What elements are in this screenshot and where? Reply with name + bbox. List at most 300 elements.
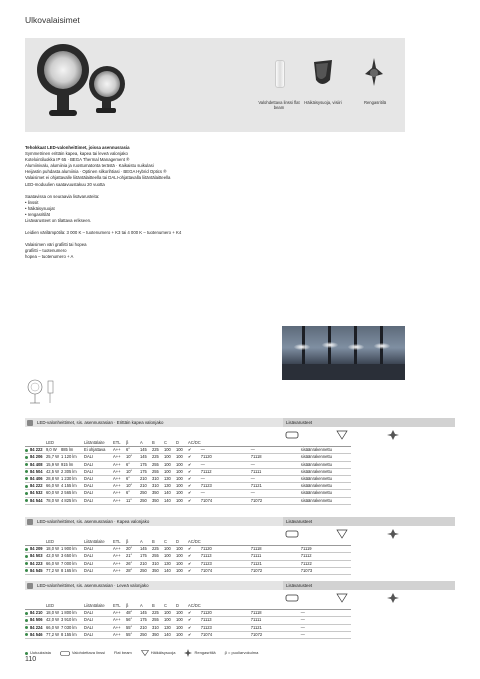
shield-icon	[141, 650, 149, 656]
table-cell-l3: —	[301, 624, 351, 631]
table-cell-l2: 71118	[251, 546, 301, 553]
table-cell-beta: 28°	[126, 567, 140, 574]
table-cell-a: 145	[140, 454, 152, 461]
table-cell-etl: A++	[113, 461, 126, 468]
description-line: Kotelointiluokka IP 65 · BEGA Thermal Management ®	[25, 157, 130, 163]
legend-label: β = puoliarvokulma	[224, 650, 259, 656]
table-cell-etl: A++	[113, 553, 126, 560]
table-cell-c: 140	[164, 490, 176, 497]
table-header-cell: ETL	[113, 440, 126, 447]
description-lines	[25, 151, 275, 260]
table-cell-b: 310	[152, 624, 164, 631]
table-cell-b: 350	[152, 567, 164, 574]
table-cell-l2: 71121	[251, 624, 301, 631]
table-cell-l1: 71113	[201, 617, 251, 624]
table-cell-dr: DALI	[84, 454, 113, 461]
legend-item	[25, 650, 51, 655]
table-cell-dr: DALI	[84, 468, 113, 475]
table-cell-b: 310	[152, 483, 164, 490]
product-table	[25, 440, 351, 505]
table-cell-beta: 6°	[126, 447, 140, 454]
table-cell-c: 140	[164, 567, 176, 574]
table-title: LED-valonheittimet, sis. asennusrasian · Kapea valonjako	[37, 519, 150, 524]
table-cell-dr: DALI	[84, 567, 113, 574]
table-header-cell: LED	[46, 539, 61, 546]
table-cell-beta: 21°	[126, 553, 140, 560]
lens-icon	[286, 531, 298, 537]
description-line: • linssit	[25, 199, 39, 205]
table-cell-beta: 26°	[126, 560, 140, 567]
table-header-cell: D	[176, 603, 188, 610]
table-cell-lm: 1 900 lm	[61, 546, 84, 553]
table-cell-l2: 71072	[251, 497, 301, 504]
glare-shield-accessory-image	[310, 58, 336, 90]
table-cell-d: 100	[176, 483, 188, 490]
table-cell-d: 100	[176, 631, 188, 638]
description-line: Valaisimet ei ohjattavalle liitäntälaitteella tai DALI-ohjattavalla liitäntälaitteella	[25, 175, 171, 181]
new-item-dot-icon	[25, 633, 28, 636]
table-cell-l3: sisäänrakennettu	[301, 490, 351, 497]
table-cell-l3: 71112	[301, 553, 351, 560]
table-cell-a: 210	[140, 483, 152, 490]
table-cell-lm: 7 030 lm	[61, 624, 84, 631]
table-cell-a: 210	[140, 476, 152, 483]
table-cell-l1: 71074	[201, 631, 251, 638]
table-header-cell	[201, 603, 251, 610]
table-header-cell: Liitäntälaite	[84, 440, 113, 447]
description-heading: Tehokkaat LED-valonheittimet, joissa asennusrasia	[25, 145, 130, 150]
table-cell-l1: —	[201, 476, 251, 483]
description-line: grafiitti – tuotenumero	[25, 248, 67, 254]
table-row	[25, 447, 351, 454]
table-cell-led: 18,0 W	[46, 610, 61, 617]
product-thumbnail-icon	[27, 519, 33, 525]
table-header-cell	[251, 440, 301, 447]
table-cell-beta: 6°	[126, 490, 140, 497]
table-cell-c: 100	[164, 454, 176, 461]
table-cell-beta: 6°	[126, 476, 140, 483]
description-line: Symmetrinen erittäin kapea, kapea tai leveä valonjako	[25, 151, 128, 157]
accessories-label: Lisävarusteet	[283, 418, 455, 427]
table-header-cell: AC/DC	[188, 440, 201, 445]
article-number: 84 209	[30, 546, 43, 552]
table-cell-l3: sisäänrakennettu	[301, 461, 351, 468]
table-cell-d: 100	[176, 624, 188, 631]
table-row	[25, 468, 351, 475]
table-cell-lm: 4 825 lm	[61, 497, 84, 504]
legend-item	[184, 650, 215, 655]
legend-label: Uutuuksista	[30, 650, 51, 656]
description-line: LED-moduulien saatavuustakuu 20 vuotta	[25, 181, 105, 187]
table-cell-l1: 71123	[201, 483, 251, 490]
table-cell-no	[25, 560, 46, 567]
new-item-dot-icon	[25, 569, 28, 572]
table-cell-lm: 4 155 lm	[61, 483, 84, 490]
table-cell-l3: —	[301, 631, 351, 638]
table-cell-d: 100	[176, 454, 188, 461]
table-cell-b: 225	[152, 610, 164, 617]
table-header-row	[25, 539, 351, 546]
table-cell-lm: 1 230 lm	[61, 476, 84, 483]
table-cell-d: 100	[176, 490, 188, 497]
table-header-cell: LED	[46, 603, 61, 610]
accessories-label: Lisävarusteet	[283, 517, 455, 526]
table-cell-acdc: ✔	[188, 560, 201, 567]
table-header-cell: B	[152, 440, 164, 447]
lens-accessory-image	[275, 60, 285, 88]
table-cell-beta: 6°	[126, 461, 140, 468]
description-line: Saatavissa on seuraavia lisävarusteita:	[25, 193, 100, 199]
table-cell-etl: A++	[113, 610, 126, 617]
table-cell-etl: A++	[113, 546, 126, 553]
table-cell-l1: 71112	[201, 468, 251, 475]
product-table	[25, 603, 351, 639]
description-line: Leidien värilämpötila: 3 000 K – tuotenumero + K3 tai 4 000 K – tuotenumero + K4	[25, 230, 182, 236]
table-cell-l3: 71119	[301, 546, 351, 553]
table-cell-acdc: ✔	[188, 617, 201, 624]
table-cell-led: 77,2 W	[46, 631, 61, 638]
page-number: 110	[25, 656, 37, 663]
table-cell-l3: 71073	[301, 567, 351, 574]
table-cell-etl: A++	[113, 497, 126, 504]
table-cell-lm: 1 120 lm	[61, 454, 84, 461]
table-cell-b: 225	[152, 447, 164, 454]
table-cell-b: 310	[152, 476, 164, 483]
legend-label: Valohdettava linssi	[71, 650, 105, 656]
table-header-cell	[301, 603, 351, 610]
legend-label: Flat beam	[113, 650, 132, 656]
table-cell-no	[25, 567, 46, 574]
grid-icon	[387, 529, 399, 539]
article-number: 84 532	[30, 490, 43, 496]
table-cell-led: 78,0 W	[46, 497, 61, 504]
lens-icon	[60, 651, 70, 656]
table-cell-c: 130	[164, 624, 176, 631]
shield-icon	[337, 431, 347, 439]
table-title: LED-valonheittimet, sis. asennusrasian · Leveä valonjako	[37, 583, 149, 588]
table-header-cell	[61, 603, 84, 610]
table-cell-a: 175	[140, 461, 152, 468]
table-cell-no	[25, 490, 46, 497]
table-cell-acdc: ✔	[188, 490, 201, 497]
table-cell-dr: DALI	[84, 483, 113, 490]
table-cell-c: 130	[164, 483, 176, 490]
table-cell-lm: 3 910 lm	[61, 617, 84, 624]
description-line: hopea – tuotenumero + A	[25, 254, 74, 260]
table-cell-no	[25, 497, 46, 504]
table-cell-c: 100	[164, 447, 176, 454]
table-header-cell: B	[152, 603, 164, 610]
table-cell-lm: 8 155 lm	[61, 631, 84, 638]
article-number: 84 408	[30, 461, 43, 467]
table-header-cell	[61, 440, 84, 447]
table-cell-c: 100	[164, 610, 176, 617]
new-item-dot-icon	[25, 470, 28, 473]
table-cell-d: 100	[176, 610, 188, 617]
shield-icon	[337, 594, 347, 602]
table-row	[25, 617, 351, 624]
table-cell-etl: A++	[113, 624, 126, 631]
table-cell-c: 140	[164, 497, 176, 504]
table-cell-beta: 11°	[126, 497, 140, 504]
description-line: • rengasritilät	[25, 211, 50, 217]
table-title-bar	[25, 418, 455, 427]
table-cell-d: 100	[176, 617, 188, 624]
table-header-cell	[301, 440, 351, 447]
table-header-cell	[201, 539, 251, 546]
table-cell-d: 100	[176, 497, 188, 504]
table-cell-l2: 71111	[251, 553, 301, 560]
new-item-dot-icon	[25, 485, 28, 488]
new-item-dot-icon	[25, 492, 28, 495]
table-cell-lm: 7 000 lm	[61, 560, 84, 567]
table-cell-no	[25, 483, 46, 490]
description-line: Heijastin puhdasta alumiinia · Optinen silkorihtiasi · BEGA Hybrid Optics ®	[25, 169, 167, 175]
description-line: Alumiinivalu, alumiinia ja ruostumatonta terästä · Kaikaistu suikulasi	[25, 163, 154, 169]
table-cell-no	[25, 476, 46, 483]
footer-legend	[25, 649, 455, 657]
new-item-dot-icon	[25, 548, 28, 551]
page-title: Ulkovalaisimet	[25, 15, 80, 25]
table-cell-led: 42,5 W	[46, 468, 61, 475]
article-number: 84 222	[30, 447, 43, 453]
table-header-cell	[251, 603, 301, 610]
table-cell-d: 100	[176, 447, 188, 454]
table-cell-acdc: ✔	[188, 567, 201, 574]
table-cell-led: 9,0 W	[46, 447, 61, 454]
table-cell-no	[25, 454, 46, 461]
new-item-dot-icon	[25, 562, 28, 565]
table-cell-lm: 1 800 lm	[61, 610, 84, 617]
article-number: 84 504	[30, 468, 43, 474]
table-cell-b: 350	[152, 497, 164, 504]
table-header-cell: β	[126, 603, 140, 610]
table-cell-l2: 71111	[251, 468, 301, 475]
table-cell-a: 145	[140, 546, 152, 553]
table-cell-l1: —	[201, 490, 251, 497]
table-cell-c: 100	[164, 617, 176, 624]
table-cell-led: 42,0 W	[46, 617, 61, 624]
table-cell-acdc: ✔	[188, 454, 201, 461]
legend-label: Rengasritilä	[194, 650, 216, 656]
table-cell-d: 100	[176, 567, 188, 574]
table-cell-beta: 10°	[126, 483, 140, 490]
table-cell-lm: 2 305 lm	[61, 468, 84, 475]
floodlight-small-lens	[94, 71, 120, 97]
table-cell-l1: 71113	[201, 553, 251, 560]
table-cell-dr: DALI	[84, 617, 113, 624]
table-cell-no	[25, 461, 46, 468]
table-cell-l1: 71074	[201, 497, 251, 504]
table-title: LED-valonheittimet, sis. asennusrasian · Erittäin kapea valonjako	[37, 420, 164, 425]
table-cell-led: 18,0 W	[46, 546, 61, 553]
table-cell-d: 100	[176, 553, 188, 560]
product-table-section	[25, 581, 455, 637]
article-number: 84 210	[30, 610, 43, 616]
table-cell-l2: —	[251, 490, 301, 497]
article-number: 84 506	[30, 617, 43, 623]
grid-icon	[387, 430, 399, 440]
table-header-cell	[251, 539, 301, 546]
table-cell-dr: DALI	[84, 560, 113, 567]
table-cell-c: 140	[164, 631, 176, 638]
new-item-dot-icon	[25, 555, 28, 558]
accessory-icons-row	[283, 527, 455, 539]
table-cell-l2: —	[251, 476, 301, 483]
article-number: 84 546	[30, 631, 43, 637]
table-cell-no	[25, 631, 46, 638]
table-cell-a: 250	[140, 497, 152, 504]
table-header-cell: LED	[46, 440, 61, 447]
new-item-dot-icon	[25, 619, 28, 622]
table-cell-no	[25, 447, 46, 454]
lens-icon	[286, 595, 298, 601]
table-cell-led: 66,0 W	[46, 560, 61, 567]
accessory-caption-lens: Valohdettava linssi flat beam	[258, 100, 300, 110]
table-header-row	[25, 603, 351, 610]
table-cell-b: 255	[152, 617, 164, 624]
table-cell-dr: DALI	[84, 624, 113, 631]
table-cell-l1: 71120	[201, 546, 251, 553]
table-header-cell: AC/DC	[188, 603, 201, 608]
table-cell-c: 100	[164, 546, 176, 553]
new-item-dot-icon	[25, 456, 28, 459]
table-cell-l3: sisäänrakennettu	[301, 454, 351, 461]
table-cell-l3: sisäänrakennettu	[301, 447, 351, 454]
ring-grid-accessory-image	[363, 56, 385, 90]
table-cell-l2: 71121	[251, 483, 301, 490]
table-cell-a: 250	[140, 567, 152, 574]
table-cell-dr: DALI	[84, 461, 113, 468]
table-cell-l1: 71120	[201, 610, 251, 617]
table-cell-l2: 71072	[251, 631, 301, 638]
table-cell-led: 28,8 W	[46, 476, 61, 483]
table-row	[25, 490, 351, 497]
table-cell-no	[25, 468, 46, 475]
table-cell-b: 350	[152, 631, 164, 638]
table-cell-c: 130	[164, 560, 176, 567]
table-cell-etl: A++	[113, 454, 126, 461]
table-cell-a: 250	[140, 631, 152, 638]
table-cell-c: 100	[164, 468, 176, 475]
table-cell-led: 25,7 W	[46, 454, 61, 461]
table-cell-led: 60,0 W	[46, 490, 61, 497]
article-number: 84 544	[30, 497, 43, 503]
article-number: 84 406	[30, 476, 43, 482]
table-cell-beta: 55°	[126, 624, 140, 631]
table-row	[25, 497, 351, 504]
description-line: Lisävarusteet on tilattava erikseen.	[25, 218, 92, 224]
table-cell-led: 77,2 W	[46, 567, 61, 574]
table-cell-dr: DALI	[84, 546, 113, 553]
legend-item	[141, 650, 176, 655]
table-header-cell: C	[164, 440, 176, 447]
table-cell-lm: 885 lm	[61, 447, 84, 454]
table-cell-l1: 71123	[201, 560, 251, 567]
table-row	[25, 624, 351, 631]
table-cell-a: 175	[140, 553, 152, 560]
table-cell-beta: 10°	[126, 454, 140, 461]
table-cell-dr: DALI	[84, 610, 113, 617]
table-cell-l2: 71111	[251, 617, 301, 624]
table-header-cell: A	[140, 440, 152, 447]
table-cell-beta: 20°	[126, 546, 140, 553]
table-cell-b: 225	[152, 454, 164, 461]
table-header-cell: ETL	[113, 603, 126, 610]
table-cell-etl: A++	[113, 631, 126, 638]
lens-icon	[286, 432, 298, 438]
table-cell-led: 15,9 W	[46, 461, 61, 468]
accessory-caption-shield: Häikäisysuoja, visiiri	[304, 100, 342, 105]
table-header-cell: C	[164, 603, 176, 610]
table-cell-d: 100	[176, 461, 188, 468]
table-cell-c: 130	[164, 476, 176, 483]
table-cell-a: 210	[140, 560, 152, 567]
table-header-cell: β	[126, 440, 140, 447]
product-thumbnail-icon	[27, 420, 33, 426]
table-header-cell: AC/DC	[188, 539, 201, 544]
product-hero-image	[25, 38, 405, 132]
table-cell-l1: —	[201, 447, 251, 454]
legend-label: Häikäisysuoja	[150, 650, 176, 656]
table-cell-etl: A++	[113, 483, 126, 490]
accessory-caption-grid: Rengasritilä	[363, 100, 387, 105]
table-header-cell	[301, 539, 351, 546]
table-cell-dr: DALI	[84, 476, 113, 483]
table-cell-b: 255	[152, 468, 164, 475]
article-number: 84 222	[30, 483, 43, 489]
legend-item	[60, 650, 105, 655]
table-cell-acdc: ✔	[188, 553, 201, 560]
table-row	[25, 483, 351, 490]
table-header-cell: Liitäntälaite	[84, 539, 113, 546]
new-item-dot-icon	[25, 612, 28, 615]
table-header-cell: A	[140, 539, 152, 546]
table-cell-beta: 48°	[126, 610, 140, 617]
table-cell-l2: 71118	[251, 454, 301, 461]
table-cell-led: 42,0 W	[46, 553, 61, 560]
table-header-cell	[61, 539, 84, 546]
table-cell-beta: 10°	[126, 468, 140, 475]
table-cell-dr: DALI	[84, 553, 113, 560]
grid-icon	[184, 649, 192, 657]
table-cell-b: 350	[152, 490, 164, 497]
table-cell-led: 66,0 W	[46, 483, 61, 490]
accessories-label: Lisävarusteet	[283, 581, 455, 590]
table-cell-l1: 71120	[201, 454, 251, 461]
table-header-cell	[201, 440, 251, 447]
description-line: Valaisimen väri grafiitti tai hopea	[25, 242, 87, 248]
table-cell-lm: 915 lm	[61, 461, 84, 468]
table-header-cell: A	[140, 603, 152, 610]
table-row	[25, 610, 351, 617]
table-cell-b: 310	[152, 560, 164, 567]
table-cell-l3: sisäänrakennettu	[301, 468, 351, 475]
table-title-bar	[25, 517, 455, 526]
legend-item	[225, 650, 259, 655]
table-cell-l2: 71072	[251, 567, 301, 574]
floodlight-large-lens	[44, 51, 82, 89]
article-number: 84 503	[30, 553, 43, 559]
table-cell-acdc: ✔	[188, 546, 201, 553]
table-cell-l2: —	[251, 461, 301, 468]
new-item-dot-icon	[25, 626, 28, 629]
table-cell-a: 145	[140, 447, 152, 454]
new-item-dot-icon	[25, 449, 28, 452]
table-cell-no	[25, 546, 46, 553]
table-cell-b: 255	[152, 461, 164, 468]
table-cell-no	[25, 553, 46, 560]
